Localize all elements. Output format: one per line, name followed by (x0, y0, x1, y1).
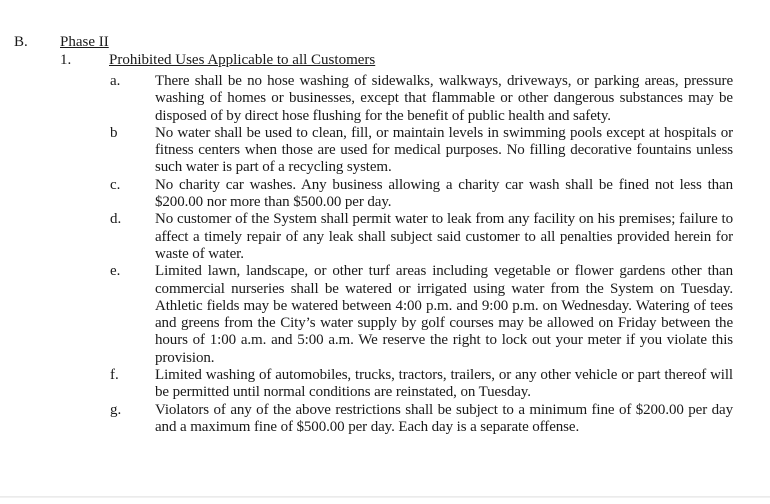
list-item (0, 73, 770, 125)
subsection-number: 1. (60, 52, 72, 68)
list-item (0, 177, 770, 212)
item-label: d. (110, 211, 122, 228)
item-text: Limited lawn, landscape, or other turf areas including vegetable or flower gardens other than commercial nurseries shall be watered or irrigated using water from the System on Tuesday. Athletic fields may be watered between 4:00 p.m. and 9:00 p.m. on Wednesday. Watering of tees and greens from the City’s water supply by golf courses may be allowed on Friday between the hours of 1:00 a.m. and 5:00 a.m. We reserve the right to lock out your meter if you violate this provision. (155, 263, 733, 366)
section-letter: B. (14, 34, 28, 50)
prohibited-uses-list (0, 73, 770, 436)
item-label: a. (110, 73, 121, 89)
item-label: b (110, 124, 118, 141)
page-bottom-edge (0, 496, 770, 498)
subsection-title: Prohibited Uses Applicable to all Customers (109, 52, 376, 68)
item-label: f. (110, 367, 119, 384)
list-item (0, 211, 770, 263)
item-label: g. (110, 401, 122, 418)
item-text: Limited washing of automobiles, trucks, tractors, trailers, or any other vehicle or part thereof will be permitted until normal conditions are reinstated, on Tuesday. (155, 367, 733, 401)
item-label: c. (110, 176, 121, 193)
section-title: Phase II (60, 34, 109, 50)
list-item (0, 367, 770, 402)
list-item (0, 125, 770, 177)
item-label: e. (110, 263, 121, 280)
list-item (0, 263, 770, 367)
list-item (0, 402, 770, 437)
item-text: There shall be no hose washing of sidewalks, walkways, driveways, or parking areas, pressure washing of homes or businesses, except that flammable or other dangerous substances may be disposed of by direct hose flushing for the benefit of public health and safety. (155, 73, 733, 124)
item-text: Violators of any of the above restrictions shall be subject to a minimum fine of $200.00 per day and a maximum fine of $500.00 per day. Each day is a separate offense. (155, 401, 733, 435)
item-text: No customer of the System shall permit water to leak from any facility on his premises; failure to affect a timely repair of any leak shall subject said customer to all penalties provided herein for waste of water. (155, 211, 733, 262)
item-text: No water shall be used to clean, fill, or maintain levels in swimming pools except at hospitals or fitness centers when those are used for medical purposes. No filling decorative fountains unless such water is part of a recycling system. (155, 124, 733, 176)
item-text: No charity car washes. Any business allowing a charity car wash shall be fined not less than $200.00 nor more than $500.00 per day. (155, 176, 733, 211)
